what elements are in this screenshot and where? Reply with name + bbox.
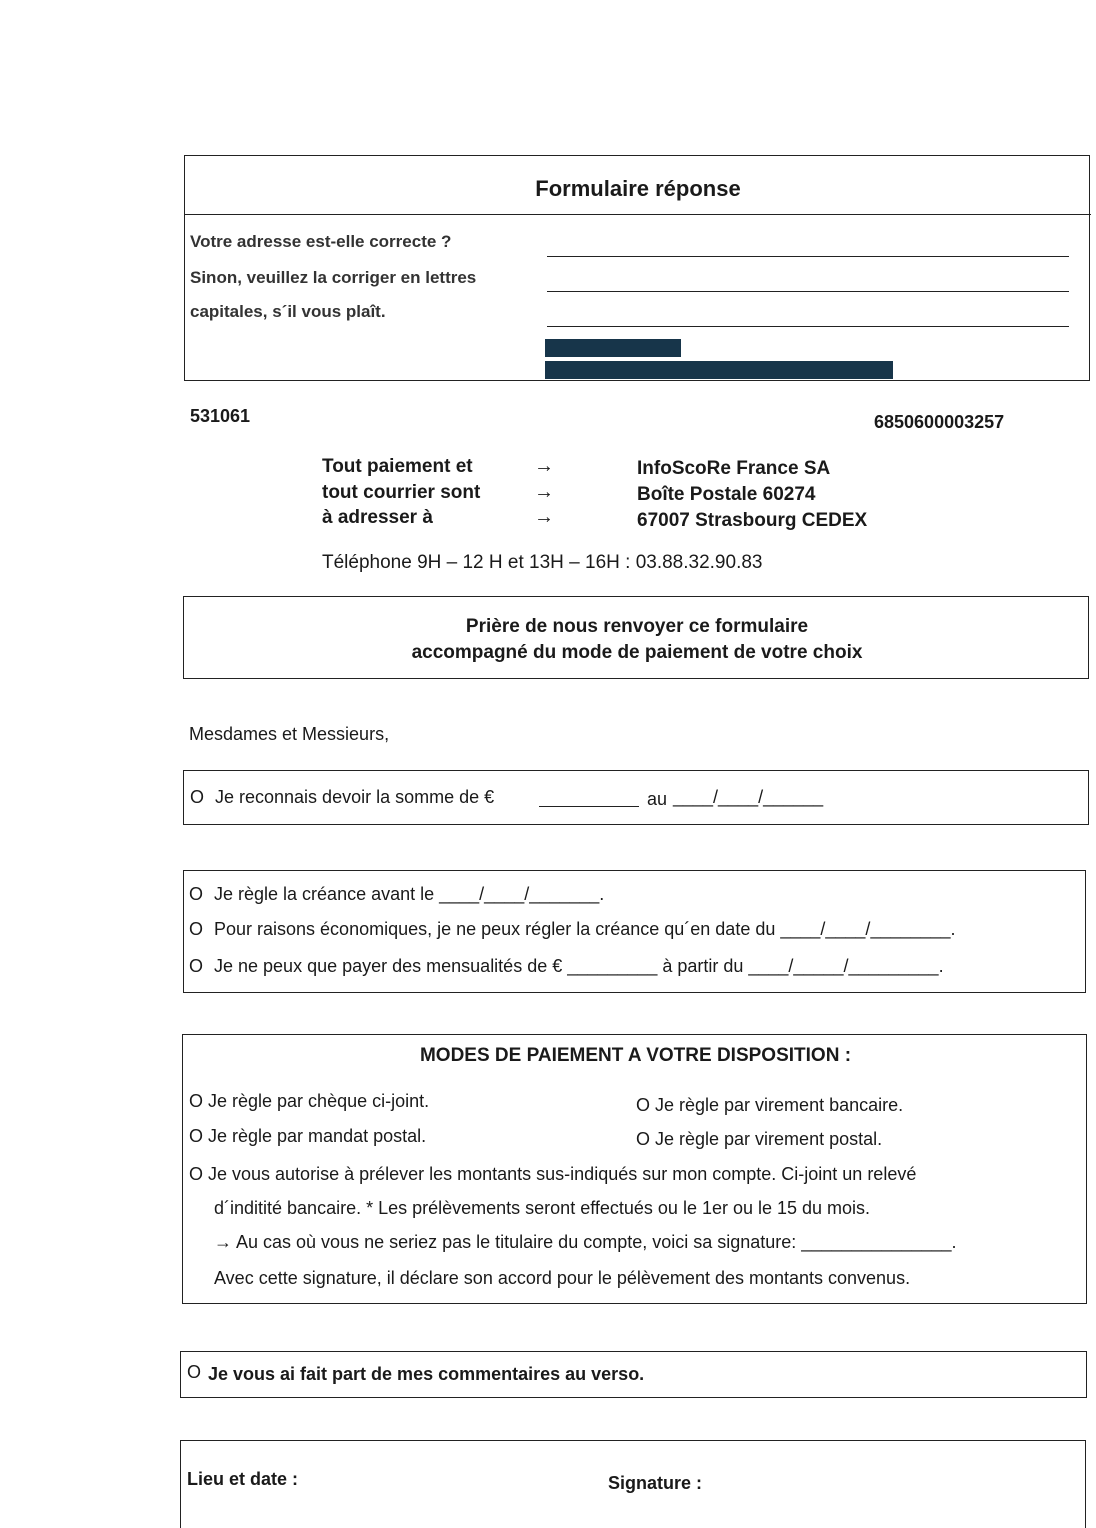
radio-option[interactable]: O [189, 919, 204, 939]
comments-box [180, 1351, 1087, 1398]
radio-option[interactable]: O [189, 884, 204, 904]
response-form-header-box [184, 155, 1090, 381]
settlement-option-text: Je règle la créance avant le ____/____/_______. [214, 884, 605, 904]
address-question: Votre adresse est-elle correcte ? [190, 232, 452, 251]
redacted-name-block [545, 339, 681, 357]
holder-consent-text: Avec cette signature, il déclare son accord pour le pélèvement des montants convenus. [214, 1268, 911, 1288]
reference-left: 531061 [190, 406, 251, 426]
direct-debit-details: d´inditité bancaire. * Les prélèvements seront effectués ou le 1er ou le 15 du mois. [214, 1198, 871, 1218]
address-hint-1: Sinon, veuillez la corriger en lettres [190, 268, 477, 287]
acknowledge-text: Je reconnais devoir la somme de € [215, 787, 495, 807]
return-notice-box [183, 596, 1089, 679]
amount-blank[interactable] [539, 806, 639, 807]
comments-radio[interactable]: O [187, 1362, 202, 1382]
notice-line-1: Prière de nous renvoyer ce formulaire [465, 616, 809, 637]
arrow-icon: → [534, 506, 554, 528]
place-date-label: Lieu et date : [187, 1469, 299, 1489]
signature-label: Signature : [608, 1473, 703, 1493]
settlement-option-installments[interactable] [189, 956, 944, 977]
arrow-icon: → [534, 455, 554, 477]
company-po-box: Boîte Postale 60274 [637, 484, 816, 505]
address-line-2[interactable] [547, 291, 1069, 292]
option-direct-debit[interactable]: O Je vous autorise à prélever les montants sus-indiqués sur mon compte. Ci-joint un relevé [189, 1164, 917, 1184]
acknowledge-radio[interactable]: O [190, 787, 205, 807]
radio-option[interactable]: O [189, 956, 204, 976]
phone-hours: Téléphone 9H – 12 H et 13H – 16H : 03.88.32.90.83 [322, 552, 763, 573]
send-to-line-2: tout courrier sont [322, 482, 481, 503]
arrow-icon: → [534, 481, 554, 503]
option-cheque[interactable]: O Je règle par chèque ci-joint. [189, 1091, 430, 1111]
payment-modes-box [182, 1034, 1087, 1304]
redacted-address-block [545, 361, 893, 379]
send-to-line-1: Tout paiement et [322, 456, 473, 477]
acknowledge-date-blank[interactable]: ____/____/______ [673, 787, 824, 807]
payment-modes-title: MODES DE PAIEMENT A VOTRE DISPOSITION : [419, 1045, 852, 1066]
option-postal-transfer[interactable]: O Je règle par virement postal. [636, 1129, 883, 1149]
settlement-option-economic[interactable] [189, 919, 956, 940]
acknowledge-box [183, 770, 1089, 825]
comments-text: Je vous ai fait part de mes commentaires au verso. [208, 1364, 645, 1384]
option-bank-transfer[interactable]: O Je règle par virement bancaire. [636, 1095, 904, 1115]
address-line-3[interactable] [547, 326, 1069, 327]
salutation: Mesdames et Messieurs, [189, 724, 390, 744]
company-name: InfoScoRe France SA [637, 458, 831, 479]
address-hint-2: capitales, s´il vous plaît. [190, 302, 386, 321]
option-postal-order[interactable]: O Je règle par mandat postal. [189, 1126, 427, 1146]
title-divider [185, 214, 1091, 215]
acknowledge-au: au [647, 789, 668, 809]
settlement-box [183, 870, 1086, 993]
send-to-line-3: à adresser à [322, 507, 433, 528]
form-title: Formulaire réponse [535, 176, 741, 201]
reference-right: 6850600003257 [874, 412, 1005, 432]
company-city: 67007 Strasbourg CEDEX [637, 510, 868, 531]
notice-line-2: accompagné du mode de paiement de votre choix [411, 642, 863, 663]
settlement-option-before-date[interactable] [189, 884, 604, 905]
account-holder-signature[interactable]: → Au cas où vous ne seriez pas le titulaire du compte, voici sa signature: _______________. [214, 1232, 957, 1252]
settlement-option-text: Je ne peux que payer des mensualités de € _________ à partir du ____/_____/_________. [214, 956, 944, 976]
settlement-option-text: Pour raisons économiques, je ne peux régler la créance qu´en date du ____/____/________. [214, 919, 956, 939]
signature-box [180, 1440, 1086, 1528]
address-line-1[interactable] [547, 256, 1069, 257]
